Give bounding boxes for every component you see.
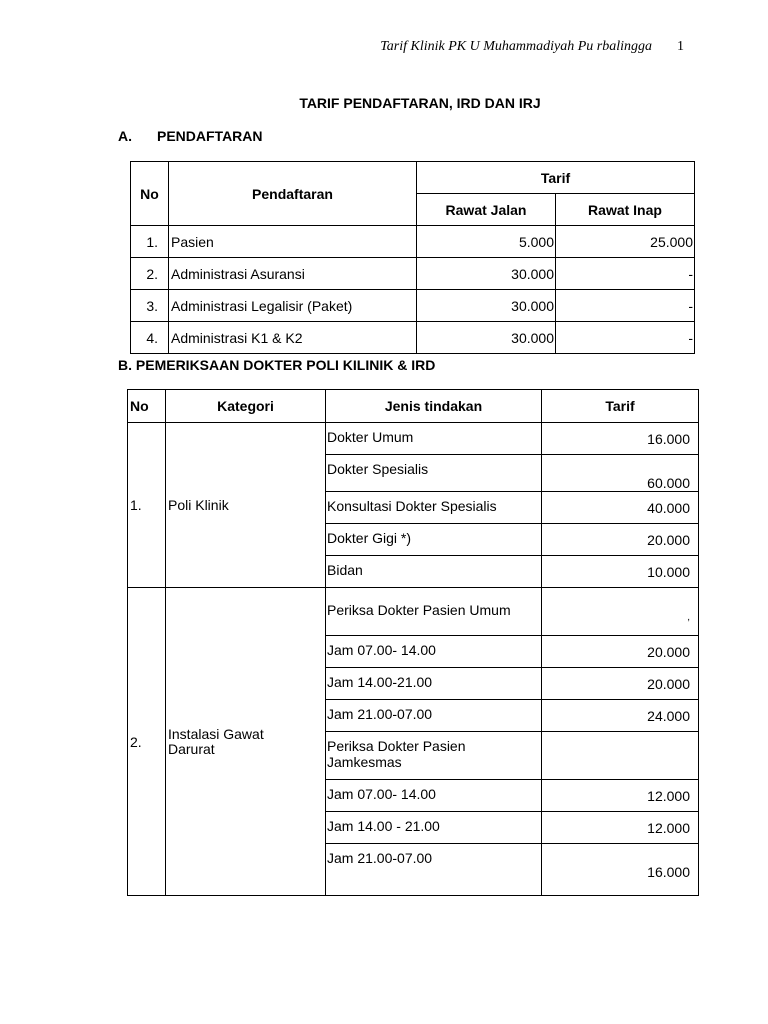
pendaftaran-table (130, 161, 695, 354)
page-number: 1 (677, 39, 684, 54)
header-title: Tarif Klinik PK U Muhammadiyah Pu rbalingga (380, 39, 652, 54)
row-tarif (542, 732, 699, 780)
row-jenis-line2: Jamkesmas (327, 754, 402, 770)
row-jenis: Bidan (326, 556, 542, 588)
row-name: Administrasi Legalisir (Paket) (169, 290, 417, 322)
row-tarif: 60.000 (542, 455, 699, 492)
table-row (128, 423, 699, 455)
row-rawat-jalan: 5.000 (417, 226, 556, 258)
row-no: 2. (131, 258, 169, 290)
row-jenis: Konsultasi Dokter Spesialis (326, 492, 542, 524)
row-tarif: , (542, 588, 699, 636)
col-header-tarif: Tarif (417, 162, 695, 194)
row-name: Administrasi K1 & K2 (169, 322, 417, 354)
row-jenis (326, 732, 542, 780)
col-header-no: No (128, 390, 166, 423)
row-tarif: 20.000 (542, 668, 699, 700)
row-no: 1. (131, 226, 169, 258)
col-header-jenis: Jenis tindakan (326, 390, 542, 423)
section-a-title: PENDAFTARAN (157, 128, 263, 144)
row-jenis: Jam 21.00-07.00 (326, 700, 542, 732)
table-row (131, 322, 695, 354)
row-jenis: Dokter Gigi *) (326, 524, 542, 556)
row-tarif: 12.000 (542, 812, 699, 844)
row-tarif: 16.000 (542, 423, 699, 455)
row-tarif: 16.000 (542, 844, 699, 896)
document-title: TARIF PENDAFTARAN, IRD DAN IRJ (299, 95, 541, 111)
row-tarif: 20.000 (542, 636, 699, 668)
table-row (131, 258, 695, 290)
row-tarif: 20.000 (542, 524, 699, 556)
col-header-kategori: Kategori (166, 390, 326, 423)
row-rawat-jalan: 30.000 (417, 290, 556, 322)
table-row (131, 226, 695, 258)
page-header (0, 39, 768, 59)
col-header-no: No (131, 162, 169, 226)
row-rawat-inap: - (556, 258, 695, 290)
col-header-rawat-inap: Rawat Inap (556, 194, 695, 226)
row-tarif: 10.000 (542, 556, 699, 588)
row-rawat-jalan: 30.000 (417, 322, 556, 354)
group-kategori: Poli Klinik (166, 423, 326, 588)
row-jenis: Jam 21.00-07.00 (326, 844, 542, 896)
row-tarif: 12.000 (542, 780, 699, 812)
row-name: Administrasi Asuransi (169, 258, 417, 290)
col-header-tarif: Tarif (542, 390, 699, 423)
row-tarif: 24.000 (542, 700, 699, 732)
group-no: 2. (128, 588, 166, 896)
group-kategori-line1: Instalasi Gawat (168, 725, 264, 742)
row-jenis: Jam 07.00- 14.00 (326, 780, 542, 812)
section-a-letter: A. (118, 128, 132, 144)
table-row (131, 290, 695, 322)
row-no: 3. (131, 290, 169, 322)
row-rawat-inap: - (556, 322, 695, 354)
col-header-pendaftaran: Pendaftaran (169, 162, 417, 226)
row-name: Pasien (169, 226, 417, 258)
row-jenis: Jam 14.00-21.00 (326, 668, 542, 700)
row-jenis: Periksa Dokter Pasien Umum (326, 588, 542, 636)
row-jenis: Dokter Spesialis (326, 455, 542, 492)
row-jenis: Dokter Umum (326, 423, 542, 455)
group-kategori-line2: Darurat (168, 740, 215, 757)
col-header-rawat-jalan: Rawat Jalan (417, 194, 556, 226)
pemeriksaan-table (127, 389, 699, 896)
section-a-heading (118, 128, 263, 144)
row-jenis: Jam 14.00 - 21.00 (326, 812, 542, 844)
row-jenis-line1: Periksa Dokter Pasien (327, 738, 466, 754)
row-no: 4. (131, 322, 169, 354)
row-rawat-inap: 25.000 (556, 226, 695, 258)
row-rawat-inap: - (556, 290, 695, 322)
row-rawat-jalan: 30.000 (417, 258, 556, 290)
group-no: 1. (128, 423, 166, 588)
row-jenis: Jam 07.00- 14.00 (326, 636, 542, 668)
table-row (128, 588, 699, 636)
section-b-heading: B. PEMERIKSAAN DOKTER POLI KILINIK & IRD (118, 357, 436, 373)
group-kategori (166, 588, 326, 896)
row-tarif: 40.000 (542, 492, 699, 524)
